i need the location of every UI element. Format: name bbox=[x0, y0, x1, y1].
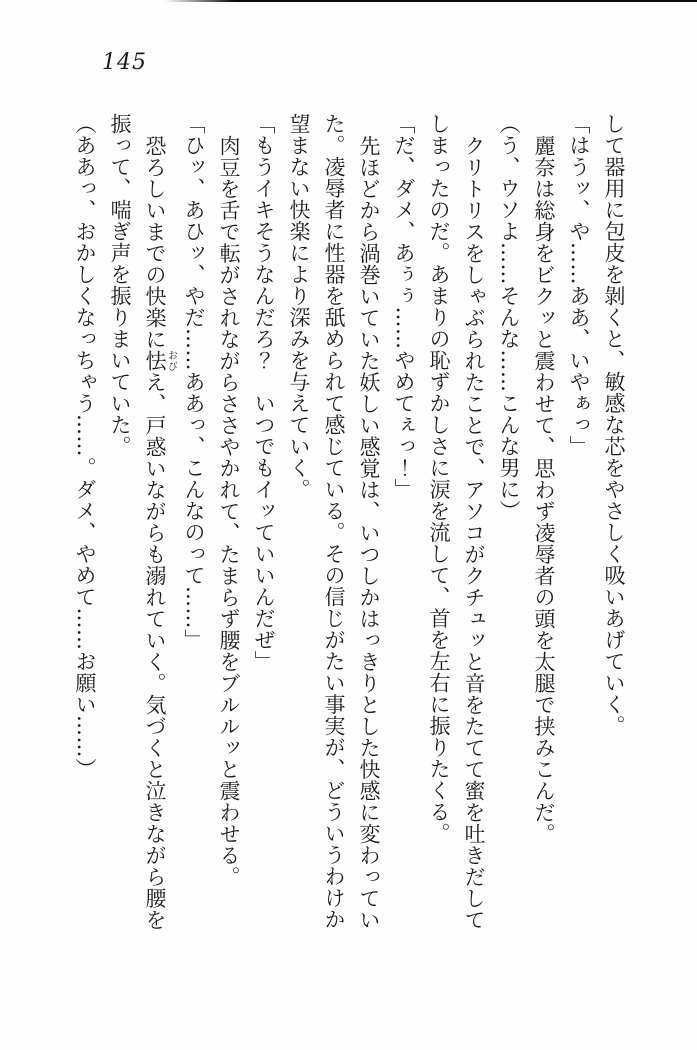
paragraph: 「はうッ、や……ああ、いやぁっ」 bbox=[567, 113, 591, 457]
page-number: 145 bbox=[102, 50, 147, 75]
paragraph: （う、ウソよ……そんな……こんな男に） bbox=[497, 113, 521, 522]
paragraph: して器用に包皮を剝くと、敏感な芯をやさしく吸いあげていく。 bbox=[602, 113, 626, 737]
paragraph: 恐ろしいまでの快楽に怯おびえ、戸惑いながらも溺れていく。気づくと泣きながら腰を振って、喘ぎ声を振りまいていた。 bbox=[108, 113, 177, 930]
paragraph: 「だ、ダメ、あぅぅ……やめてぇっ！」 bbox=[392, 113, 416, 500]
paragraph: （ああっ、おかしくなっちゃう……。ダメ、やめて……お願い……） bbox=[73, 113, 97, 780]
ruby-annotated-text: 怯おび bbox=[143, 349, 177, 371]
paragraph: 「ひッ、あひッ、やだ……ああっ、こんなのって……」 bbox=[182, 113, 206, 651]
paragraph: 先ほどから渦巻いていた妖しい感覚は、いつしかはっきりとした快感に変わっていた。凌辱者に性器を舐められて感じている。その信じがたい事実が、どういうわけか望まない快楽により深みを与えていく。 bbox=[287, 113, 381, 930]
paragraph: 麗奈は総身をビクッと震わせて、思わず凌辱者の頭を太腿で挟みこんだ。 bbox=[532, 134, 556, 844]
scan-edge-artifact bbox=[165, 0, 697, 2]
text-body bbox=[67, 113, 631, 933]
paragraph: 肉豆を舌で転がされながらささやかれて、たまらず腰をブルルッと震わせる。 bbox=[217, 134, 241, 887]
paragraph: 「もうイキそうなんだろ？ いつでもイッていいんだぜ」 bbox=[252, 113, 276, 672]
paragraph: クリトリスをしゃぶられたことで、アソコがクチュッと音をたてて蜜を吐きだしてしまったのだ。あまりの恥ずかしさに涙を流して、首を左右に振りたくる。 bbox=[427, 113, 486, 930]
